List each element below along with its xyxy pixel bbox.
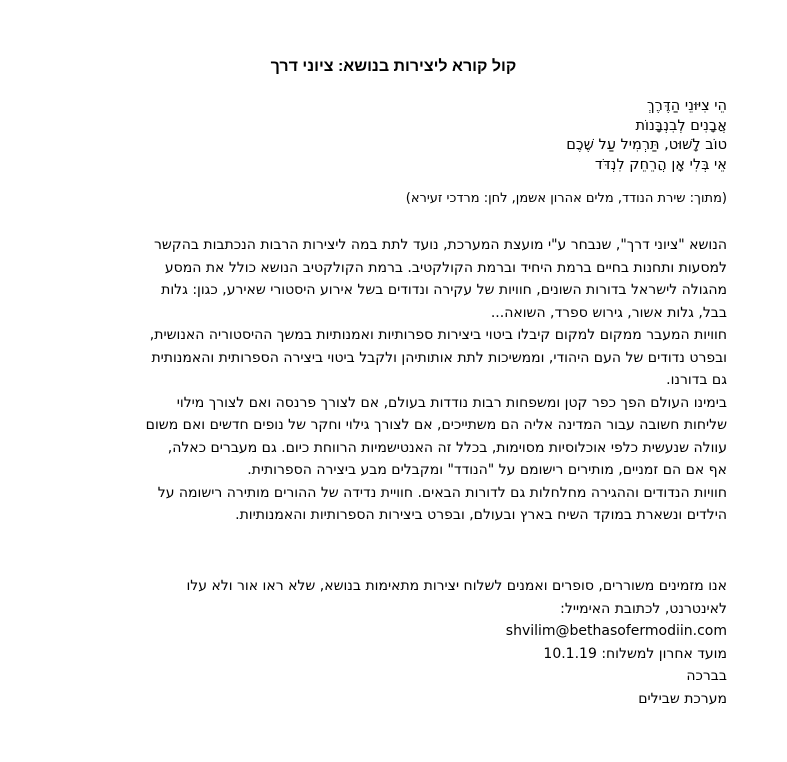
deadline-row: [37, 643, 727, 666]
body-line: גם בדורנו.: [666, 372, 727, 388]
poem-line: אֲבָנִים לְבִנְבָּנוֹת: [635, 117, 727, 134]
body-paragraphs: [37, 234, 727, 527]
body-line: מהגולה לישראל בדורות השונים, חוויות של עקירה ונדודים בשל אירוע היסטורי שאירע, כגון: גלות: [161, 282, 727, 298]
poem-line: טוֹב לָשׁוּט, תַּרְמִיל עַל שֶׁכֶם: [566, 137, 727, 153]
invitation-line: אנו מזמינים משוררים, סופרים ואמנים לשלוח יצירות מתאימות בנושא, שלא ראו אור ולא עלו: [186, 578, 727, 594]
email-address: shvilim@bethasofermodiin.com: [505, 623, 727, 639]
body-line: בבל, גלות אשור, גירוש ספרד, השואה...: [490, 304, 727, 321]
body-line: למסעות ותחנות בחיים ברמת היחיד וברמת הקולקטיב. ברמת הקולקטיב הנושא כולל את המסע: [164, 259, 727, 276]
poem-line: הֵי צִיּוּנֵי הַדֶּרֶךְ: [646, 98, 727, 114]
body-line: שליחות חשובה עבור המדינה אליה הם משתייכים, אם לצורך גילוי וחקר של נופים חדשים ואם משום: [145, 417, 727, 433]
body-line: בימינו העולם הפך כפר קטן ומשפחות רבות נודדות בעולם, אם לצורך פרנסה ואם לצורך מילוי: [176, 394, 727, 411]
invitation-line: לאינטרנט, לכתובת האימייל:: [560, 600, 727, 617]
body-line: חוויות הנדודים וההגירה מחלחלות גם לדורות הבאים. חוויית נדידה של ההורים מותירה רישומה על: [157, 484, 727, 501]
body-line: עוולה שנעשית כלפי אוכלוסיות מסוימות, בכלל זה האנטישמיות הרווחת כיום. גם מעברים כאלה,: [167, 439, 727, 456]
deadline-date: 10.1.19: [543, 645, 597, 662]
body-line: ובפרט נדודים של העם היהודי, וממשיכות לתת אותותיהן ולקבל ביטוי ביצירה הספרותית והאמנותית: [151, 349, 727, 366]
greeting: בברכה: [686, 668, 727, 684]
body-line: חוויות המעבר ממקום למקום קיבלו ביטוי ביצירות ספרותיות ואמנותיות במשך ההיסטוריה האנושית,: [149, 327, 727, 343]
signature: מערכת שבילים: [638, 690, 727, 707]
poem-credit: (מתוך: שירת הנודד, מלים אהרון אשמן, לחן: מרדכי זעירא): [405, 191, 727, 206]
page-title: קול קורא ליצירות בנושא: ציוני דרך: [270, 58, 517, 75]
email-address-row: [37, 620, 727, 643]
body-line: אף אם הם זמניים, מותירים רישומם על "הנודד" ומקבלים מבע ביצירה הספרותית.: [247, 462, 727, 478]
body-line: הנושא "ציוני דרך", שנבחר ע"י מועצת המערכת, נועד לתת במה ליצירות הרבות הנכתבות בהקשר: [153, 237, 727, 253]
deadline-label: מועד אחרון למשלוח:: [601, 645, 727, 662]
closing-section: [37, 575, 727, 710]
poem-line: אֵי בְּלִי אָן הֲרֵחֵק לִנְדֹּד: [594, 156, 727, 173]
poem-quote: [227, 97, 727, 175]
body-line: הילדים ונשארת במוקד השיח בארץ ובעולם, ובפרט ביצירות הספרותיות והאמנותיות.: [235, 507, 727, 523]
